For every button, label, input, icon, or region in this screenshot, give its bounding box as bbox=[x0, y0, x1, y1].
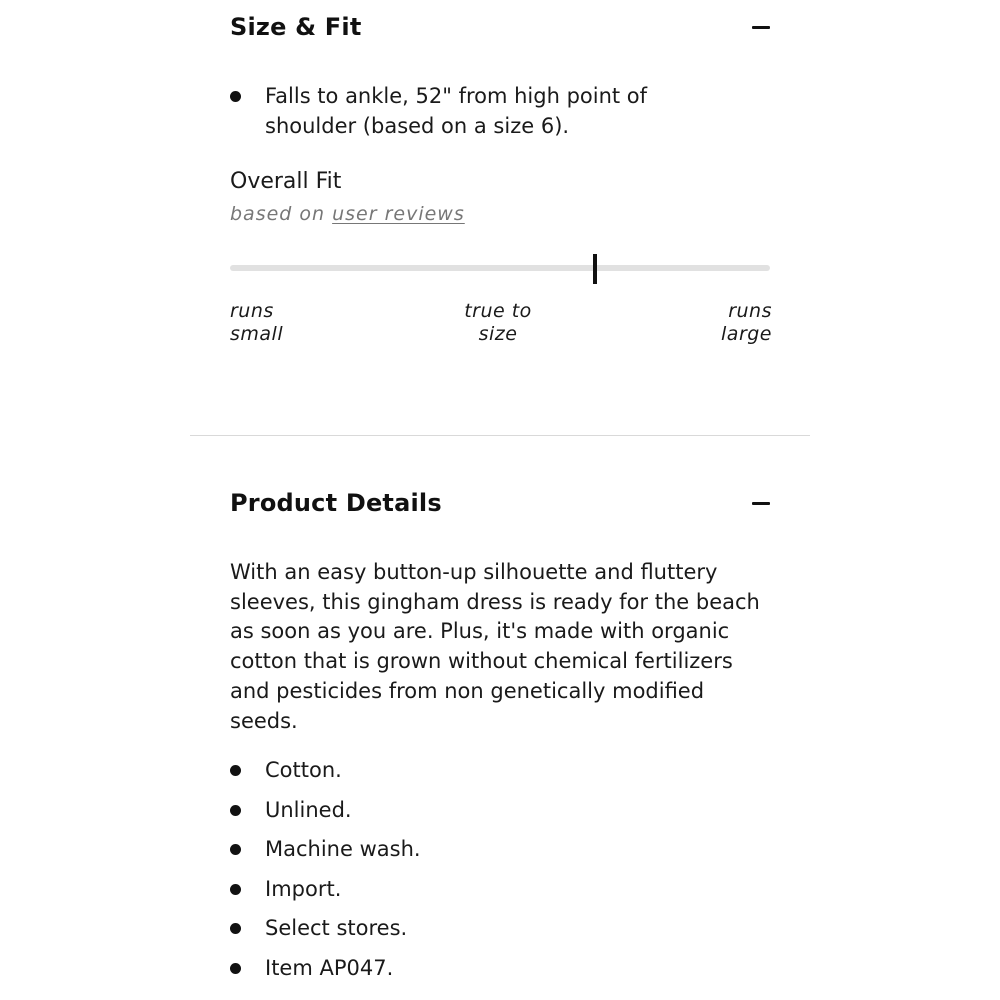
list-item bbox=[230, 913, 421, 953]
scale-mid-line2: size bbox=[478, 323, 518, 345]
size-fit-bullet-line1: Falls to ankle, 52" from high point of bbox=[265, 84, 648, 108]
user-reviews-link[interactable]: user reviews bbox=[332, 203, 465, 225]
detail-text: Cotton. bbox=[265, 758, 342, 782]
list-item bbox=[230, 953, 421, 993]
list-item bbox=[230, 874, 421, 914]
product-details-header[interactable] bbox=[230, 488, 770, 528]
list-item bbox=[230, 834, 421, 874]
size-fit-bullet-list bbox=[230, 81, 647, 141]
bullet-icon bbox=[230, 844, 241, 855]
fit-scale-label-runs-small bbox=[230, 300, 283, 346]
list-item bbox=[230, 81, 647, 141]
fit-scale-label-runs-large bbox=[672, 300, 772, 346]
detail-text: Machine wash. bbox=[265, 837, 421, 861]
fit-scale-label-true-to-size bbox=[448, 300, 548, 346]
bullet-icon bbox=[230, 91, 241, 102]
bullet-icon bbox=[230, 963, 241, 974]
size-fit-title: Size & Fit bbox=[230, 13, 362, 41]
section-divider bbox=[190, 435, 810, 436]
product-details-title: Product Details bbox=[230, 489, 442, 517]
detail-text: Select stores. bbox=[265, 916, 408, 940]
scale-left-line1: runs bbox=[230, 300, 274, 322]
product-description: With an easy button-up silhouette and fluttery sleeves, this gingham dress is ready for the beach as soon as you are. Plus, it's made with organic cotton that is grown without chemical fertilizers and pesticides from non genetically modified seeds. bbox=[230, 560, 760, 733]
bullet-icon bbox=[230, 805, 241, 816]
scale-left-line2: small bbox=[230, 323, 284, 345]
product-details-bullet-list bbox=[230, 755, 421, 992]
bullet-icon bbox=[230, 765, 241, 776]
size-fit-header[interactable] bbox=[230, 12, 770, 52]
product-details-collapse-icon[interactable] bbox=[752, 502, 770, 505]
overall-fit-sub-prefix: based on bbox=[230, 203, 333, 225]
scale-mid-line1: true to bbox=[464, 300, 532, 322]
list-item bbox=[230, 755, 421, 795]
detail-text: Import. bbox=[265, 876, 342, 901]
list-item bbox=[230, 795, 421, 835]
fit-scale-marker bbox=[593, 254, 597, 284]
scale-right-line1: runs bbox=[728, 300, 772, 322]
size-fit-collapse-icon[interactable] bbox=[752, 26, 770, 29]
detail-text: Unlined. bbox=[265, 797, 352, 822]
overall-fit-subtitle bbox=[230, 200, 465, 228]
bullet-icon bbox=[230, 923, 241, 934]
bullet-icon bbox=[230, 884, 241, 895]
fit-scale-track bbox=[230, 265, 770, 271]
scale-right-line2: large bbox=[721, 323, 772, 345]
size-fit-bullet-line2: shoulder (based on a size 6). bbox=[265, 114, 570, 138]
detail-text: Item AP047. bbox=[265, 955, 394, 980]
overall-fit-label: Overall Fit bbox=[230, 169, 342, 194]
